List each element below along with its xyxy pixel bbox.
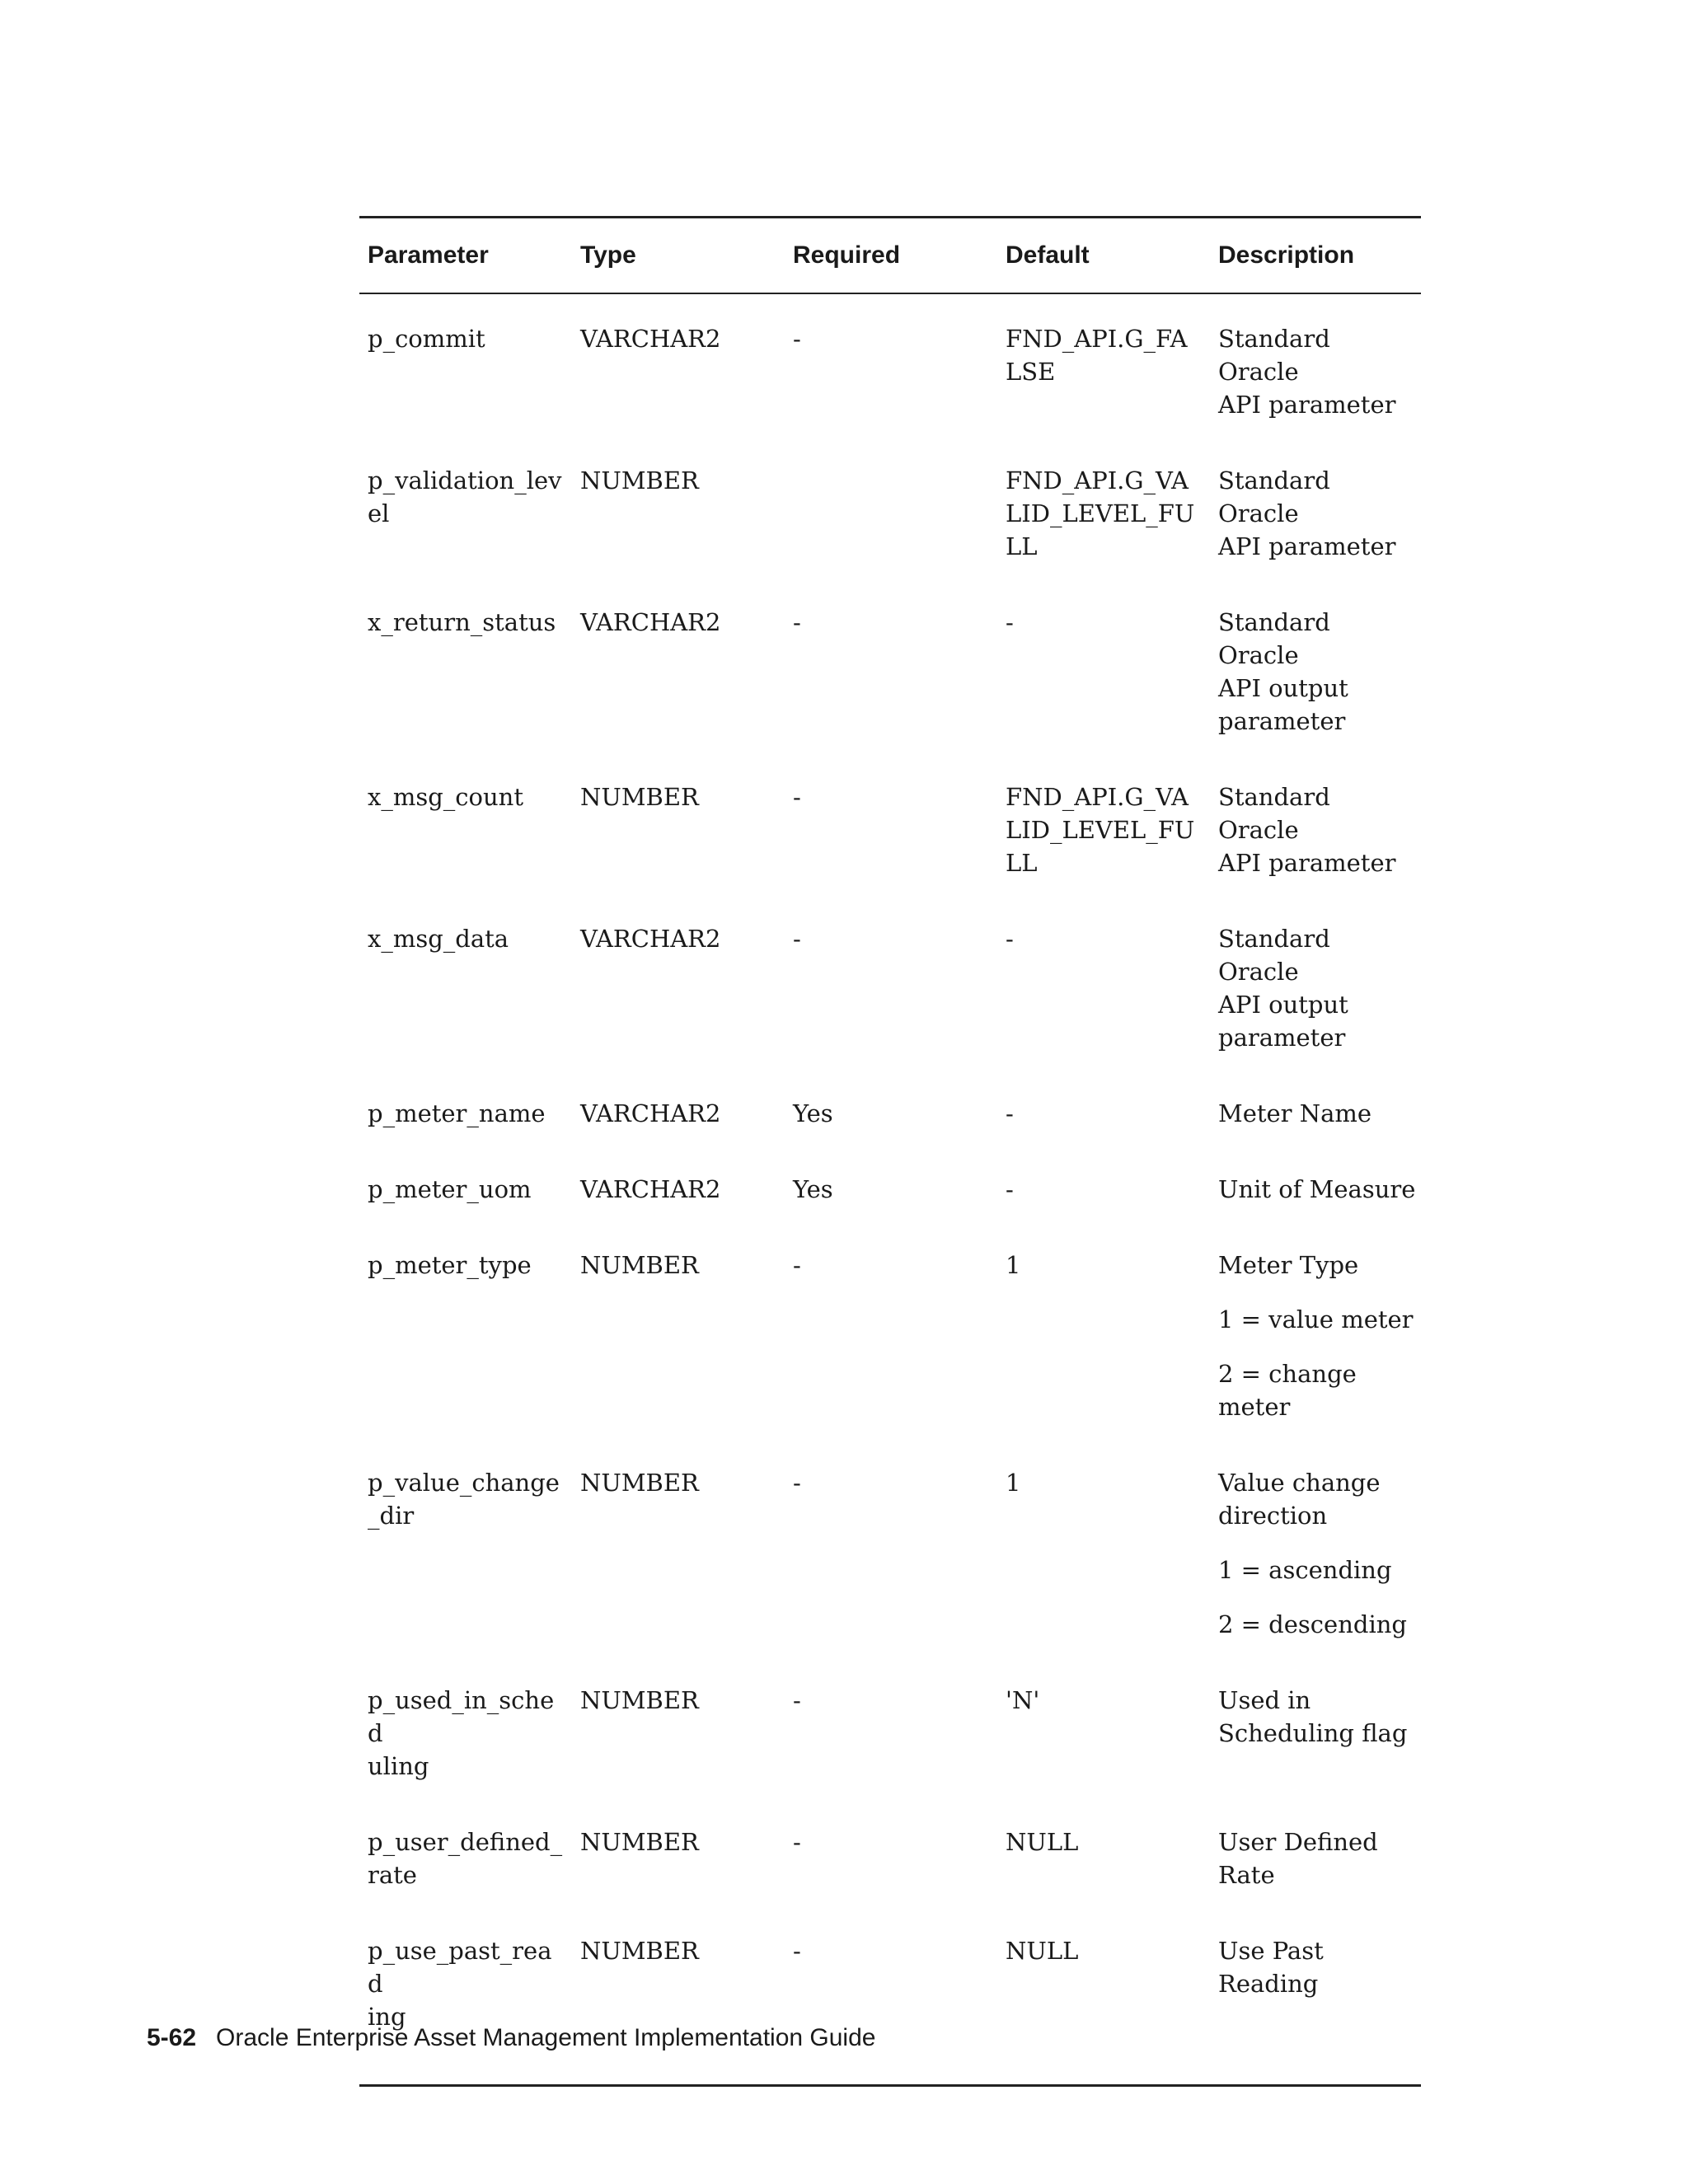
description-line: 2 = change meter: [1218, 1360, 1357, 1421]
description-line: Standard Oracle API output parameter: [1218, 925, 1348, 1052]
cell-parameter: x_msg_data: [368, 925, 509, 953]
book-title: Oracle Enterprise Asset Management Implementation Guide: [216, 2024, 876, 2051]
table-row: [359, 606, 1421, 738]
page-footer: [147, 2024, 875, 2052]
table-body: [359, 294, 1421, 2084]
description-line: Standard Oracle API parameter: [1218, 325, 1396, 419]
table-row: [359, 322, 1421, 421]
table-row: [359, 1097, 1421, 1130]
cell-description: [1210, 1934, 1421, 2000]
cell-default: -: [1006, 1175, 1014, 1203]
cell-type: NUMBER: [580, 1469, 699, 1497]
table-row: [359, 1466, 1421, 1641]
cell-parameter: p_meter_name: [368, 1099, 546, 1127]
cell-default: NULL: [1006, 1937, 1079, 1965]
cell-type: NUMBER: [580, 1828, 699, 1856]
cell-type: NUMBER: [580, 1251, 699, 1279]
cell-required: -: [793, 783, 801, 811]
cell-required: -: [793, 1937, 801, 1965]
cell-description: [1210, 1466, 1421, 1641]
cell-default: 1: [1006, 1469, 1021, 1497]
table-row: [359, 780, 1421, 879]
cell-default: 1: [1006, 1251, 1021, 1279]
cell-parameter: p_user_defined_ rate: [368, 1828, 563, 1889]
cell-required: Yes: [793, 1099, 833, 1127]
cell-default: FND_API.G_FA LSE: [1006, 325, 1188, 386]
cell-type: VARCHAR2: [580, 608, 721, 636]
table-row: [359, 1934, 1421, 2033]
cell-required: Yes: [793, 1175, 833, 1203]
cell-required: -: [793, 925, 801, 953]
table-row: [359, 922, 1421, 1054]
description-line: Value change direction: [1218, 1469, 1381, 1530]
cell-default: FND_API.G_VA LID_LEVEL_FU LL: [1006, 466, 1195, 560]
cell-description: [1210, 1249, 1421, 1423]
description-line: Meter Type: [1218, 1251, 1359, 1279]
table-header-row: [359, 218, 1421, 294]
cell-parameter: p_validation_lev el: [368, 466, 562, 527]
table-row: [359, 1684, 1421, 1783]
cell-description: [1210, 922, 1421, 1054]
cell-type: VARCHAR2: [580, 1099, 721, 1127]
cell-required: -: [793, 1469, 801, 1497]
cell-type: VARCHAR2: [580, 925, 721, 953]
cell-parameter: p_use_past_read ing: [368, 1937, 552, 2031]
cell-description: [1210, 1684, 1421, 1750]
cell-parameter: p_commit: [368, 325, 485, 353]
description-line: 1 = value meter: [1218, 1305, 1414, 1333]
cell-parameter: x_msg_count: [368, 783, 524, 811]
cell-type: VARCHAR2: [580, 325, 721, 353]
page-number: 5-62: [147, 2024, 197, 2051]
description-line: 1 = ascending: [1218, 1556, 1392, 1584]
header-default: Default: [1006, 241, 1090, 269]
cell-parameter: p_meter_uom: [368, 1175, 532, 1203]
description-line: Standard Oracle API parameter: [1218, 783, 1396, 877]
cell-type: VARCHAR2: [580, 1175, 721, 1203]
cell-description: [1210, 780, 1421, 879]
table-row: [359, 1825, 1421, 1891]
description-line: Use Past Reading: [1218, 1937, 1324, 1998]
header-description: Description: [1218, 241, 1355, 269]
description-line: Meter Name: [1218, 1099, 1372, 1127]
cell-required: -: [793, 1686, 801, 1714]
header-type: Type: [580, 241, 636, 269]
cell-required: -: [793, 1251, 801, 1279]
cell-required: -: [793, 325, 801, 353]
description-line: Standard Oracle API parameter: [1218, 466, 1396, 560]
cell-type: NUMBER: [580, 1937, 699, 1965]
header-required: Required: [793, 241, 901, 269]
cell-parameter: x_return_status: [368, 608, 556, 636]
cell-required: -: [793, 1828, 801, 1856]
table-row: [359, 1173, 1421, 1206]
cell-default: -: [1006, 608, 1014, 636]
cell-description: [1210, 1097, 1421, 1130]
parameter-table: [359, 216, 1421, 2087]
cell-type: NUMBER: [580, 1686, 699, 1714]
cell-required: -: [793, 608, 801, 636]
cell-default: NULL: [1006, 1828, 1079, 1856]
cell-description: [1210, 1173, 1421, 1206]
cell-default: 'N': [1006, 1686, 1040, 1714]
cell-parameter: p_used_in_sched uling: [368, 1686, 555, 1780]
description-line: User Defined Rate: [1218, 1828, 1378, 1889]
cell-parameter: p_value_change _dir: [368, 1469, 560, 1530]
cell-description: [1210, 606, 1421, 738]
cell-default: -: [1006, 1099, 1014, 1127]
cell-default: FND_API.G_VA LID_LEVEL_FU LL: [1006, 783, 1195, 877]
cell-type: NUMBER: [580, 783, 699, 811]
header-parameter: Parameter: [368, 241, 489, 269]
description-line: Unit of Measure: [1218, 1175, 1416, 1203]
description-line: Standard Oracle API output parameter: [1218, 608, 1348, 735]
description-line: Used in Scheduling flag: [1218, 1686, 1408, 1747]
table-row: [359, 464, 1421, 563]
cell-description: [1210, 1825, 1421, 1891]
cell-default: -: [1006, 925, 1014, 953]
cell-description: [1210, 322, 1421, 421]
cell-parameter: p_meter_type: [368, 1251, 532, 1279]
table-row: [359, 1249, 1421, 1423]
description-line: 2 = descending: [1218, 1610, 1407, 1638]
cell-description: [1210, 464, 1421, 563]
cell-type: NUMBER: [580, 466, 699, 494]
